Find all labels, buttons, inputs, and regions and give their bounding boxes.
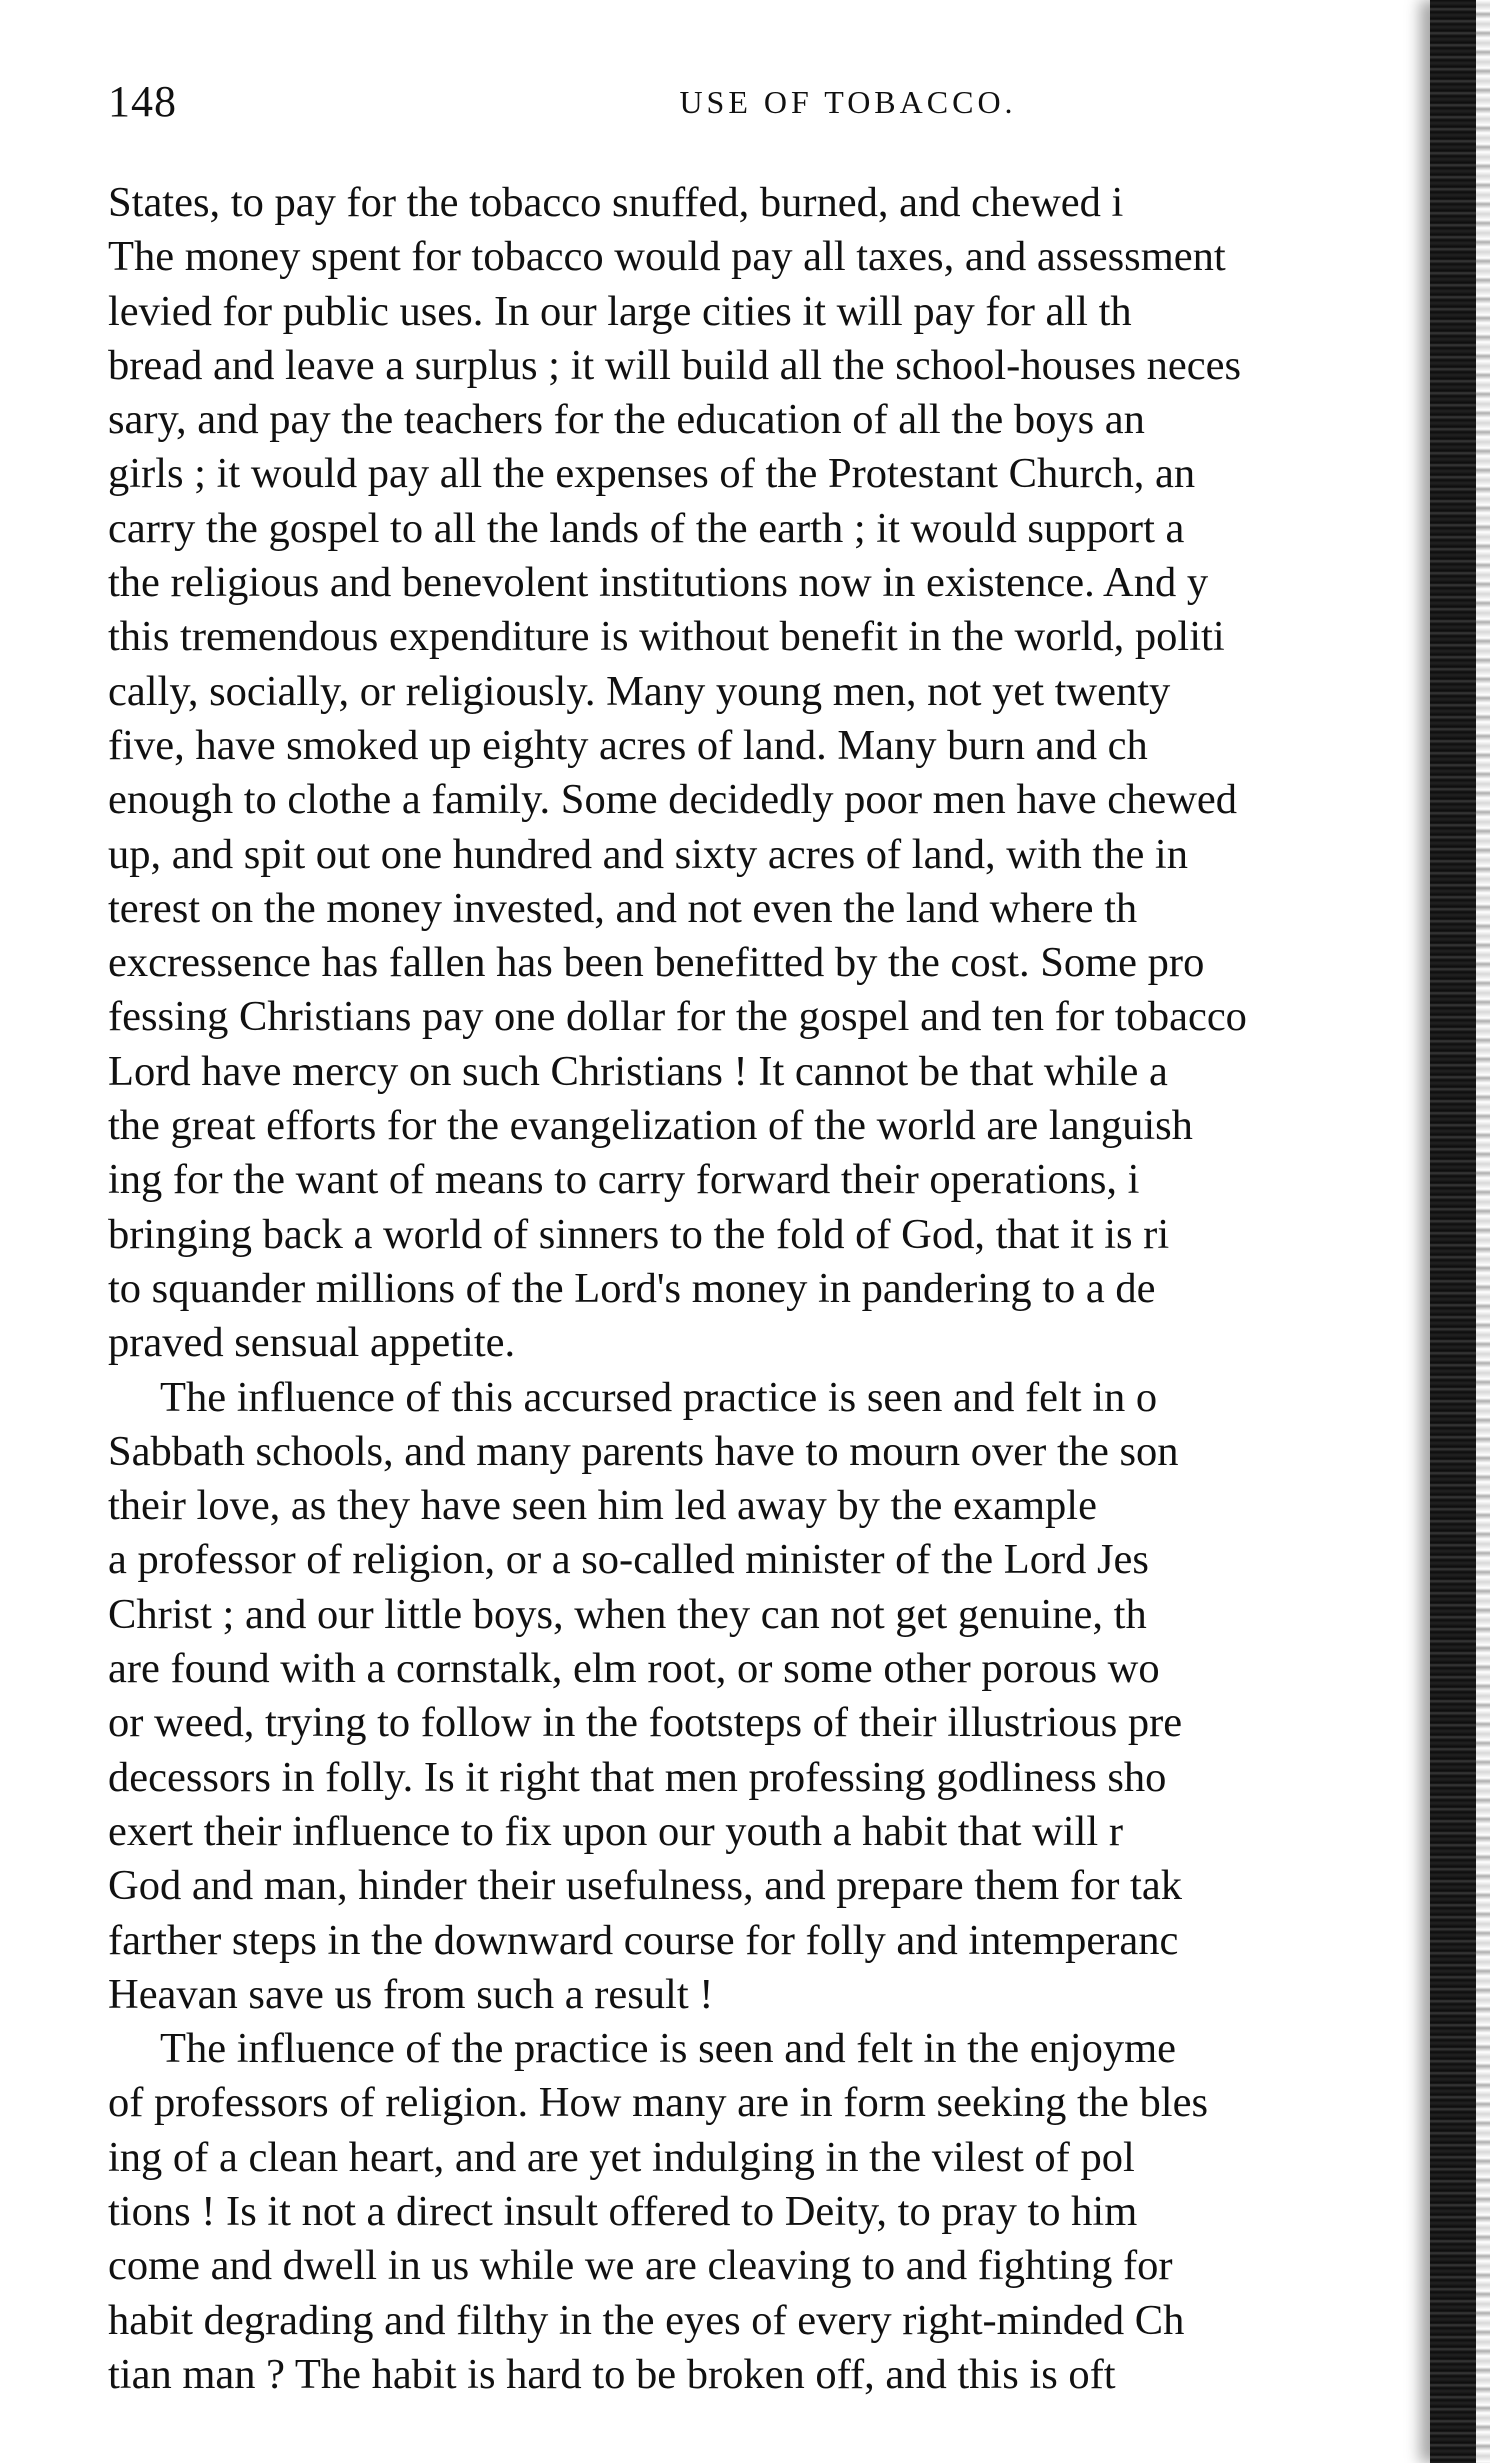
text-line: tian man ? The habit is hard to be broken off, and this is oft <box>108 2350 1116 2398</box>
text-line: up, and spit out one hundred and sixty acres of land, with the in <box>108 830 1188 878</box>
text-line: levied for public uses. In our large cities it will pay for all th <box>108 287 1132 335</box>
text-line: habit degrading and filthy in the eyes of every right-minded Ch <box>108 2296 1185 2344</box>
text-line: praved sensual appetite. <box>108 1319 516 1367</box>
body-text <box>108 176 1428 2402</box>
text-line: cally, socially, or religiously. Many young men, not yet twenty <box>108 667 1171 715</box>
running-title: USE OF TOBACCO. <box>679 84 1017 120</box>
text-line: God and man, hinder their usefulness, and prepare them for tak <box>108 1862 1182 1910</box>
text-line: farther steps in the downward course for folly and intemperanc <box>108 1916 1179 1964</box>
text-line: Christ ; and our little boys, when they can not get genuine, th <box>108 1590 1147 1638</box>
text-line: their love, as they have seen him led away by the example <box>108 1482 1097 1530</box>
text-line: carry the gospel to all the lands of the earth ; it would support a <box>108 504 1185 552</box>
text-line: or weed, trying to follow in the footsteps of their illustrious pre <box>108 1699 1183 1747</box>
text-line: to squander millions of the Lord's money in pandering to a de <box>108 1264 1156 1312</box>
text-line: bringing back a world of sinners to the fold of God, that it is ri <box>108 1210 1170 1258</box>
binding-gutter-shadow <box>1430 0 1476 2463</box>
text-line: five, have smoked up eighty acres of land. Many burn and ch <box>108 721 1148 769</box>
binding-page-edge <box>1476 0 1490 2463</box>
text-line: of professors of religion. How many are in form seeking the bles <box>108 2079 1208 2127</box>
text-line: The influence of the practice is seen and felt in the enjoyme <box>160 2025 1177 2073</box>
text-line: States, to pay for the tobacco snuffed, burned, and chewed i <box>108 179 1124 226</box>
text-line: are found with a cornstalk, elm root, or some other porous wo <box>108 1645 1160 1693</box>
text-line: terest on the money invested, and not even the land where th <box>108 884 1138 932</box>
text-line: come and dwell in us while we are cleaving to and fighting for <box>108 2242 1173 2290</box>
text-line: excressence has fallen has been benefitted by the cost. Some pro <box>108 939 1205 987</box>
text-line: the great efforts for the evangelization of the world are languish <box>108 1102 1193 1150</box>
text-line: sary, and pay the teachers for the education of all the boys an <box>108 396 1145 444</box>
text-line: Lord have mercy on such Christians ! It cannot be that while a <box>108 1047 1168 1095</box>
page-header <box>108 72 1428 132</box>
text-line: Heavan save us from such a result ! <box>108 1970 714 2018</box>
text-line: girls ; it would pay all the expenses of the Protestant Church, an <box>108 450 1196 498</box>
text-line: a professor of religion, or a so-called minister of the Lord Jes <box>108 1536 1149 1584</box>
text-line: fessing Christians pay one dollar for the gospel and ten for tobacco <box>108 993 1247 1041</box>
text-line: ing of a clean heart, and are yet indulging in the vilest of pol <box>108 2133 1135 2181</box>
text-line: The influence of this accursed practice is seen and felt in o <box>160 1373 1158 1421</box>
text-line: this tremendous expenditure is without benefit in the world, politi <box>108 613 1225 661</box>
text-line: decessors in folly. Is it right that men professing godliness sho <box>108 1753 1167 1801</box>
text-line: ing for the want of means to carry forward their operations, i <box>108 1156 1140 1204</box>
text-line: tions ! Is it not a direct insult offered to Deity, to pray to him <box>108 2187 1138 2235</box>
text-line: Sabbath schools, and many parents have to mourn over the son <box>108 1427 1179 1475</box>
text-line: bread and leave a surplus ; it will build all the school-houses neces <box>108 341 1242 389</box>
text-line: the religious and benevolent institutions now in existence. And y <box>108 559 1209 607</box>
text-line: The money spent for tobacco would pay all taxes, and assessment <box>108 233 1226 281</box>
text-line: exert their influence to fix upon our youth a habit that will r <box>108 1807 1123 1855</box>
page-number: 148 <box>108 77 177 126</box>
text-line: enough to clothe a family. Some decidedly poor men have chewed <box>108 776 1238 824</box>
